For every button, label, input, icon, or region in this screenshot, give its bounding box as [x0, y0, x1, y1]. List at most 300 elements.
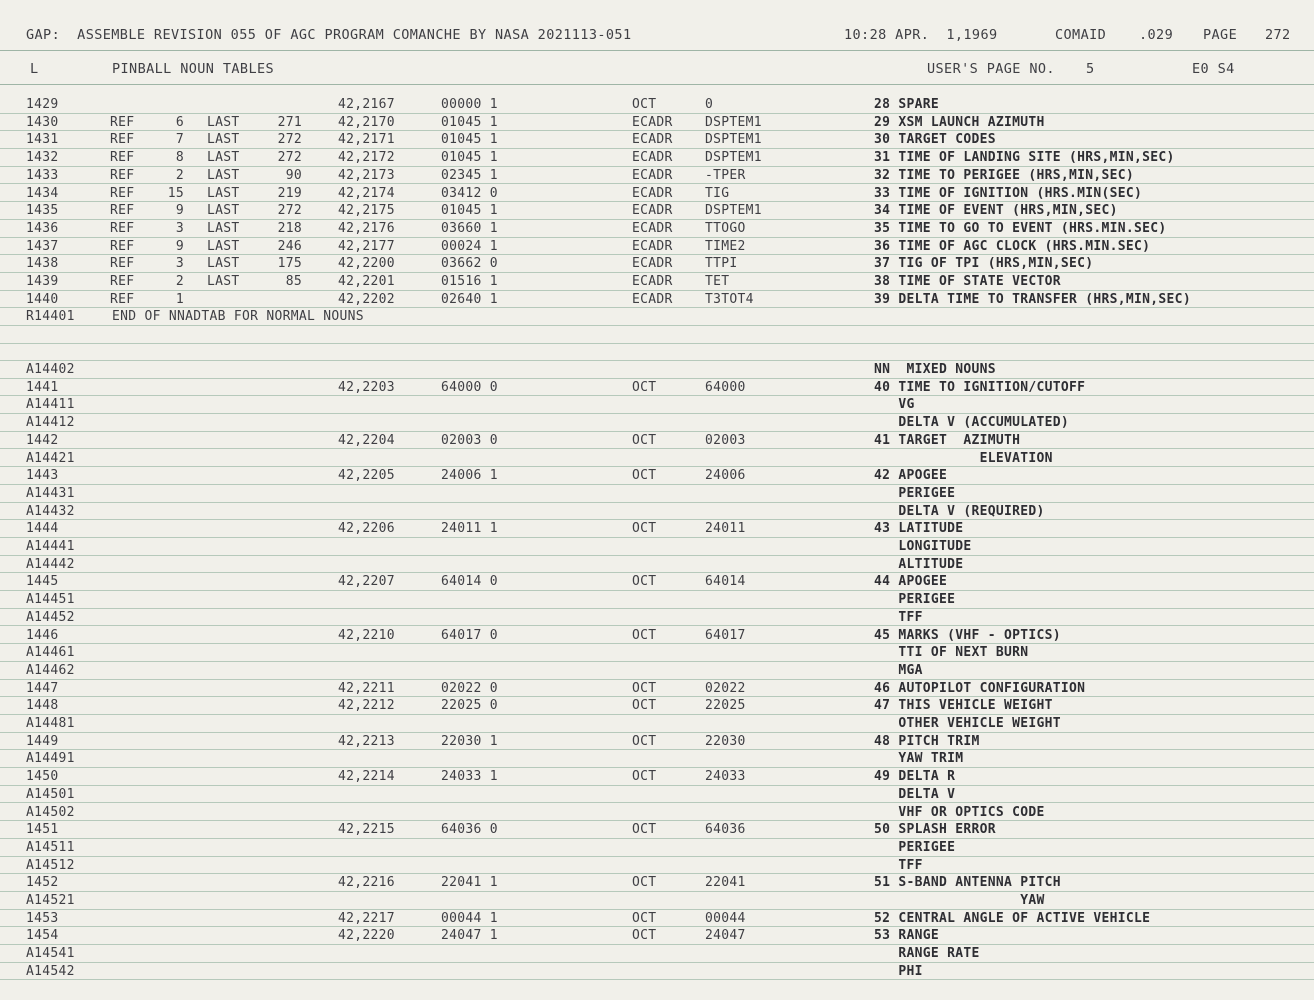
opcode: OCT [632, 680, 657, 696]
line-number: A14511 [26, 839, 75, 855]
listing-row [0, 945, 1314, 963]
octal-data: 24011 1 [441, 521, 498, 537]
line-number: A14521 [26, 893, 75, 908]
ref-count: 2 [175, 167, 184, 183]
octal-data: 00024 1 [441, 238, 498, 254]
opcode: OCT [632, 432, 657, 448]
line-number: A14541 [26, 946, 75, 962]
opcode: ECADR [632, 132, 673, 148]
line-number: A14501 [26, 786, 75, 802]
line-number: 1437 [26, 238, 59, 254]
operand: 22030 [705, 733, 746, 749]
listing-row [0, 220, 1314, 238]
ref-keyword: REF [110, 203, 135, 219]
listing-row [0, 185, 1314, 203]
last-keyword: LAST [207, 185, 240, 201]
ref-keyword: REF [110, 185, 135, 201]
noun-comment: 50 SPLASH ERROR [874, 822, 996, 838]
assembly-title: GAP: ASSEMBLE REVISION 055 OF AGC PROGRAM COMANCHE BY NASA 2021113-051 [26, 27, 632, 43]
memory-address: 42,2217 [338, 910, 395, 926]
last-keyword: LAST [207, 203, 240, 219]
operand: DSPTEM1 [705, 203, 762, 219]
last-page: 272 [277, 203, 302, 219]
line-number: 1448 [26, 698, 59, 714]
memory-address: 42,2170 [338, 114, 395, 130]
memory-address: 42,2204 [338, 432, 395, 448]
memory-address: 42,2220 [338, 928, 395, 944]
memory-address: 42,2203 [338, 379, 395, 395]
noun-comment: 29 XSM LAUNCH AZIMUTH [874, 114, 1045, 130]
octal-data: 22041 1 [441, 875, 498, 891]
octal-data: 02640 1 [441, 291, 498, 307]
ref-count: 6 [175, 114, 184, 130]
line-number: 1454 [26, 928, 59, 944]
line-number: A14412 [26, 415, 75, 431]
noun-comment: 49 DELTA R [874, 769, 956, 785]
ref-keyword: REF [110, 167, 135, 183]
memory-address: 42,2214 [338, 769, 395, 785]
noun-comment: 33 TIME OF IGNITION (HRS.MIN(SEC) [874, 185, 1143, 201]
line-number: 1452 [26, 875, 59, 891]
opcode: ECADR [632, 150, 673, 166]
noun-comment: NN MIXED NOUNS [874, 362, 996, 377]
line-number: A14452 [26, 609, 75, 625]
noun-comment: 45 MARKS (VHF - OPTICS) [874, 627, 1061, 643]
noun-comment: 53 RANGE [874, 928, 940, 944]
listing-row [0, 963, 1314, 981]
line-number: A14442 [26, 556, 75, 572]
listing-row [0, 680, 1314, 698]
last-page: 272 [277, 132, 302, 148]
line-number: A14421 [26, 450, 75, 466]
line-number: 1444 [26, 521, 59, 537]
noun-comment: YAW TRIM [874, 751, 964, 767]
blank-line [0, 344, 1314, 362]
octal-data: 24047 1 [441, 928, 498, 944]
opcode: ECADR [632, 203, 673, 219]
header-rule [0, 50, 1314, 51]
memory-address: 42,2176 [338, 220, 395, 236]
opcode: ECADR [632, 185, 673, 201]
opcode: OCT [632, 97, 657, 112]
octal-data: 03662 0 [441, 256, 498, 272]
octal-data: 02003 0 [441, 432, 498, 448]
blank-line [0, 326, 1314, 344]
operand: DSPTEM1 [705, 150, 762, 166]
last-page: 218 [277, 220, 302, 236]
octal-data: 01045 1 [441, 114, 498, 130]
memory-address: 42,2207 [338, 574, 395, 590]
listing-row [0, 149, 1314, 167]
octal-data: 00044 1 [441, 910, 498, 926]
operand: 24006 [705, 468, 746, 484]
noun-comment: 46 AUTOPILOT CONFIGURATION [874, 680, 1086, 696]
section-rule [0, 84, 1314, 85]
last-keyword: LAST [207, 238, 240, 254]
ref-count: 15 [167, 185, 184, 201]
octal-data: 24006 1 [441, 468, 498, 484]
listing-row [0, 131, 1314, 149]
ref-count: 3 [175, 220, 184, 236]
noun-comment: 52 CENTRAL ANGLE OF ACTIVE VEHICLE [874, 910, 1151, 926]
opcode: OCT [632, 769, 657, 785]
last-keyword: LAST [207, 114, 240, 130]
ref-keyword: REF [110, 291, 135, 307]
line-number: A14432 [26, 503, 75, 519]
noun-comment: 44 APOGEE [874, 574, 948, 590]
listing-row [0, 573, 1314, 591]
listing-row [0, 768, 1314, 786]
listing-row [0, 379, 1314, 397]
line-number: A14502 [26, 804, 75, 820]
listing-row [0, 361, 1314, 379]
noun-comment: LONGITUDE [874, 539, 972, 554]
octal-data: 02345 1 [441, 167, 498, 183]
last-page: 85 [285, 274, 302, 289]
opcode: ECADR [632, 220, 673, 236]
ref-count: 2 [175, 274, 184, 289]
page-number: 272 [1265, 27, 1291, 43]
opcode: ECADR [632, 256, 673, 272]
assembly-time: 10:28 APR. 1,1969 [844, 27, 998, 43]
listing-row [0, 927, 1314, 945]
line-number: 1433 [26, 167, 59, 183]
ref-keyword: REF [110, 150, 135, 166]
listing-row [0, 591, 1314, 609]
opcode: OCT [632, 910, 657, 926]
listing-row [0, 750, 1314, 768]
memory-address: 42,2167 [338, 97, 395, 112]
line-number: 1451 [26, 822, 59, 838]
listing-row [0, 503, 1314, 521]
noun-comment: 34 TIME OF EVENT (HRS,MIN,SEC) [874, 203, 1118, 219]
noun-comment: RANGE RATE [874, 946, 980, 962]
listing-row [0, 414, 1314, 432]
operand: 24011 [705, 521, 746, 537]
octal-data: 00000 1 [441, 97, 498, 112]
noun-comment: TTI OF NEXT BURN [874, 645, 1029, 661]
listing-row [0, 308, 1314, 326]
noun-comment: 42 APOGEE [874, 468, 948, 484]
line-number: 1441 [26, 379, 59, 395]
line-number: A14512 [26, 857, 75, 873]
noun-comment: PHI [874, 963, 923, 979]
run-code: .029 [1139, 27, 1174, 43]
octal-data: 64000 0 [441, 379, 498, 395]
user-name: COMAID [1055, 27, 1107, 43]
memory-address: 42,2171 [338, 132, 395, 148]
noun-comment: 28 SPARE [874, 97, 940, 112]
memory-address: 42,2174 [338, 185, 395, 201]
octal-data: 03660 1 [441, 220, 498, 236]
noun-comment: 37 TIG OF TPI (HRS,MIN,SEC) [874, 256, 1094, 272]
listing-row [0, 291, 1314, 309]
line-number: A14441 [26, 539, 75, 554]
listing-row [0, 627, 1314, 645]
noun-comment: 48 PITCH TRIM [874, 733, 980, 749]
ref-count: 7 [175, 132, 184, 148]
memory-address: 42,2215 [338, 822, 395, 838]
line-number: A14431 [26, 485, 75, 501]
users-page-number: 5 [1086, 61, 1095, 77]
last-keyword: LAST [207, 132, 240, 148]
octal-data: 02022 0 [441, 680, 498, 696]
line-number: 1443 [26, 468, 59, 484]
last-keyword: LAST [207, 220, 240, 236]
line-number: A14542 [26, 963, 75, 979]
operand: TTOGO [705, 220, 746, 236]
operand: TIME2 [705, 238, 746, 254]
opcode: OCT [632, 627, 657, 643]
noun-comment: DELTA V [874, 786, 956, 802]
operand: 64036 [705, 822, 746, 838]
memory-address: 42,2211 [338, 680, 395, 696]
page-header [0, 24, 1314, 46]
memory-address: 42,2172 [338, 150, 395, 166]
line-number: 1436 [26, 220, 59, 236]
noun-comment: 47 THIS VEHICLE WEIGHT [874, 698, 1053, 714]
line-number: 1447 [26, 680, 59, 696]
operand: 22025 [705, 698, 746, 714]
line-number: 1453 [26, 910, 59, 926]
section-marker: L [30, 61, 39, 77]
opcode: OCT [632, 822, 657, 838]
listing-row [0, 202, 1314, 220]
octal-data: 24033 1 [441, 769, 498, 785]
last-page: 175 [277, 256, 302, 272]
listing-row [0, 520, 1314, 538]
noun-comment: ALTITUDE [874, 556, 964, 572]
noun-comment: 43 LATITUDE [874, 521, 964, 537]
line-number: 1435 [26, 203, 59, 219]
noun-comment: DELTA V (ACCUMULATED) [874, 415, 1070, 431]
last-keyword: LAST [207, 274, 240, 289]
line-number: 1446 [26, 627, 59, 643]
listing-row [0, 396, 1314, 414]
listing-row [0, 786, 1314, 804]
operand: 22041 [705, 875, 746, 891]
noun-comment: VG [874, 397, 915, 413]
noun-comment: DELTA V (REQUIRED) [874, 503, 1045, 519]
octal-data: 01045 1 [441, 150, 498, 166]
memory-address: 42,2212 [338, 698, 395, 714]
memory-address: 42,2213 [338, 733, 395, 749]
line-number: A14411 [26, 397, 75, 413]
operand: 0 [705, 97, 714, 112]
noun-comment: PERIGEE [874, 485, 956, 501]
noun-comment: 51 S-BAND ANTENNA PITCH [874, 875, 1061, 891]
listing-row [0, 556, 1314, 574]
line-number: A14491 [26, 751, 75, 767]
line-number: A14402 [26, 362, 75, 377]
listing-row [0, 467, 1314, 485]
last-keyword: LAST [207, 150, 240, 166]
listing-row [0, 432, 1314, 450]
opcode: ECADR [632, 238, 673, 254]
line-number: 1445 [26, 574, 59, 590]
listing-row [0, 733, 1314, 751]
noun-comment: PERIGEE [874, 592, 956, 608]
line-number: 1432 [26, 150, 59, 166]
noun-comment: TFF [874, 857, 923, 873]
operand: 00044 [705, 910, 746, 926]
listing-row [0, 715, 1314, 733]
line-number: 1430 [26, 114, 59, 130]
ref-count: 9 [175, 203, 184, 219]
line-number: 1434 [26, 185, 59, 201]
operand: 02003 [705, 432, 746, 448]
opcode: ECADR [632, 114, 673, 130]
operand: DSPTEM1 [705, 132, 762, 148]
line-number: A14462 [26, 662, 75, 678]
noun-comment: 36 TIME OF AGC CLOCK (HRS.MIN.SEC) [874, 238, 1151, 254]
listing-row [0, 821, 1314, 839]
noun-comment: 40 TIME TO IGNITION/CUTOFF [874, 379, 1086, 395]
noun-comment: 39 DELTA TIME TO TRANSFER (HRS,MIN,SEC) [874, 291, 1191, 307]
memory-address: 42,2202 [338, 291, 395, 307]
listing-row [0, 273, 1314, 291]
operand: 24047 [705, 928, 746, 944]
memory-address: 42,2210 [338, 627, 395, 643]
remark-text: END OF NNADTAB FOR NORMAL NOUNS [112, 309, 364, 325]
memory-address: 42,2201 [338, 274, 395, 289]
octal-data: 03412 0 [441, 185, 498, 201]
section-title: PINBALL NOUN TABLES [112, 61, 275, 77]
octal-data: 22030 1 [441, 733, 498, 749]
opcode: OCT [632, 468, 657, 484]
operand: -TPER [705, 167, 746, 183]
noun-comment: 38 TIME OF STATE VECTOR [874, 274, 1061, 289]
listing-row [0, 114, 1314, 132]
noun-comment: 35 TIME TO GO TO EVENT (HRS.MIN.SEC) [874, 220, 1167, 236]
memory-address: 42,2206 [338, 521, 395, 537]
listing-row [0, 910, 1314, 928]
noun-comment: 41 TARGET AZIMUTH [874, 432, 1021, 448]
noun-comment: 32 TIME TO PERIGEE (HRS,MIN,SEC) [874, 167, 1135, 183]
listing-row [0, 609, 1314, 627]
opcode: OCT [632, 521, 657, 537]
ref-keyword: REF [110, 238, 135, 254]
line-number: 1440 [26, 291, 59, 307]
octal-data: 01045 1 [441, 132, 498, 148]
line-number: 1442 [26, 432, 59, 448]
octal-data: 01045 1 [441, 203, 498, 219]
listing-row [0, 662, 1314, 680]
ref-count: 1 [175, 291, 184, 307]
operand: DSPTEM1 [705, 114, 762, 130]
operand: 24033 [705, 769, 746, 785]
eo-code: E0 S4 [1192, 61, 1235, 77]
operand: 64017 [705, 627, 746, 643]
line-number: R14401 [26, 309, 75, 325]
operand: 02022 [705, 680, 746, 696]
octal-data: 64017 0 [441, 627, 498, 643]
listing-row [0, 874, 1314, 892]
listing-row [0, 839, 1314, 857]
operand: TIG [705, 185, 730, 201]
opcode: OCT [632, 574, 657, 590]
line-number: 1450 [26, 769, 59, 785]
line-number: 1438 [26, 256, 59, 272]
ref-count: 8 [175, 150, 184, 166]
operand: T3TOT4 [705, 291, 754, 307]
operand: TET [705, 274, 730, 289]
line-number: A14481 [26, 716, 75, 731]
noun-comment: VHF OR OPTICS CODE [874, 804, 1045, 820]
last-page: 219 [277, 185, 302, 201]
listing-row [0, 96, 1314, 114]
opcode: OCT [632, 928, 657, 944]
last-page: 271 [277, 114, 302, 130]
operand: TTPI [705, 256, 738, 272]
listing-row [0, 804, 1314, 822]
ref-keyword: REF [110, 274, 135, 289]
line-number: A14451 [26, 592, 75, 608]
listing-row [0, 167, 1314, 185]
octal-data: 64036 0 [441, 822, 498, 838]
memory-address: 42,2177 [338, 238, 395, 254]
section-header [0, 58, 1314, 80]
last-page: 90 [285, 167, 302, 183]
opcode: OCT [632, 379, 657, 395]
noun-comment: 30 TARGET CODES [874, 132, 996, 148]
listing-row [0, 892, 1314, 910]
page-label: PAGE [1203, 27, 1238, 43]
operand: 64014 [705, 574, 746, 590]
memory-address: 42,2200 [338, 256, 395, 272]
ref-keyword: REF [110, 114, 135, 130]
memory-address: 42,2205 [338, 468, 395, 484]
opcode: ECADR [632, 291, 673, 307]
noun-comment: 31 TIME OF LANDING SITE (HRS,MIN,SEC) [874, 150, 1175, 166]
octal-data: 64014 0 [441, 574, 498, 590]
memory-address: 42,2216 [338, 875, 395, 891]
opcode: OCT [632, 733, 657, 749]
last-keyword: LAST [207, 256, 240, 272]
users-page-label: USER'S PAGE NO. [927, 61, 1055, 77]
operand: 64000 [705, 379, 746, 395]
listing-row [0, 238, 1314, 256]
listing-row [0, 857, 1314, 875]
octal-data: 22025 0 [441, 698, 498, 714]
listing-row [0, 485, 1314, 503]
noun-comment: MGA [874, 662, 923, 678]
noun-comment: ELEVATION [874, 450, 1053, 466]
line-number: 1431 [26, 132, 59, 148]
last-keyword: LAST [207, 167, 240, 183]
opcode: OCT [632, 875, 657, 891]
line-number: 1439 [26, 274, 59, 289]
memory-address: 42,2175 [338, 203, 395, 219]
listing-row [0, 697, 1314, 715]
listing-row [0, 255, 1314, 273]
listing-row [0, 538, 1314, 556]
noun-comment: TFF [874, 609, 923, 625]
last-page: 246 [277, 238, 302, 254]
ref-count: 3 [175, 256, 184, 272]
noun-comment: OTHER VEHICLE WEIGHT [874, 716, 1061, 731]
opcode: OCT [632, 698, 657, 714]
last-page: 272 [277, 150, 302, 166]
ref-keyword: REF [110, 132, 135, 148]
noun-comment: PERIGEE [874, 839, 956, 855]
line-number: A14461 [26, 645, 75, 661]
opcode: ECADR [632, 274, 673, 289]
line-number: 1429 [26, 97, 59, 112]
listing-row [0, 450, 1314, 468]
memory-address: 42,2173 [338, 167, 395, 183]
noun-comment: YAW [874, 893, 1045, 908]
